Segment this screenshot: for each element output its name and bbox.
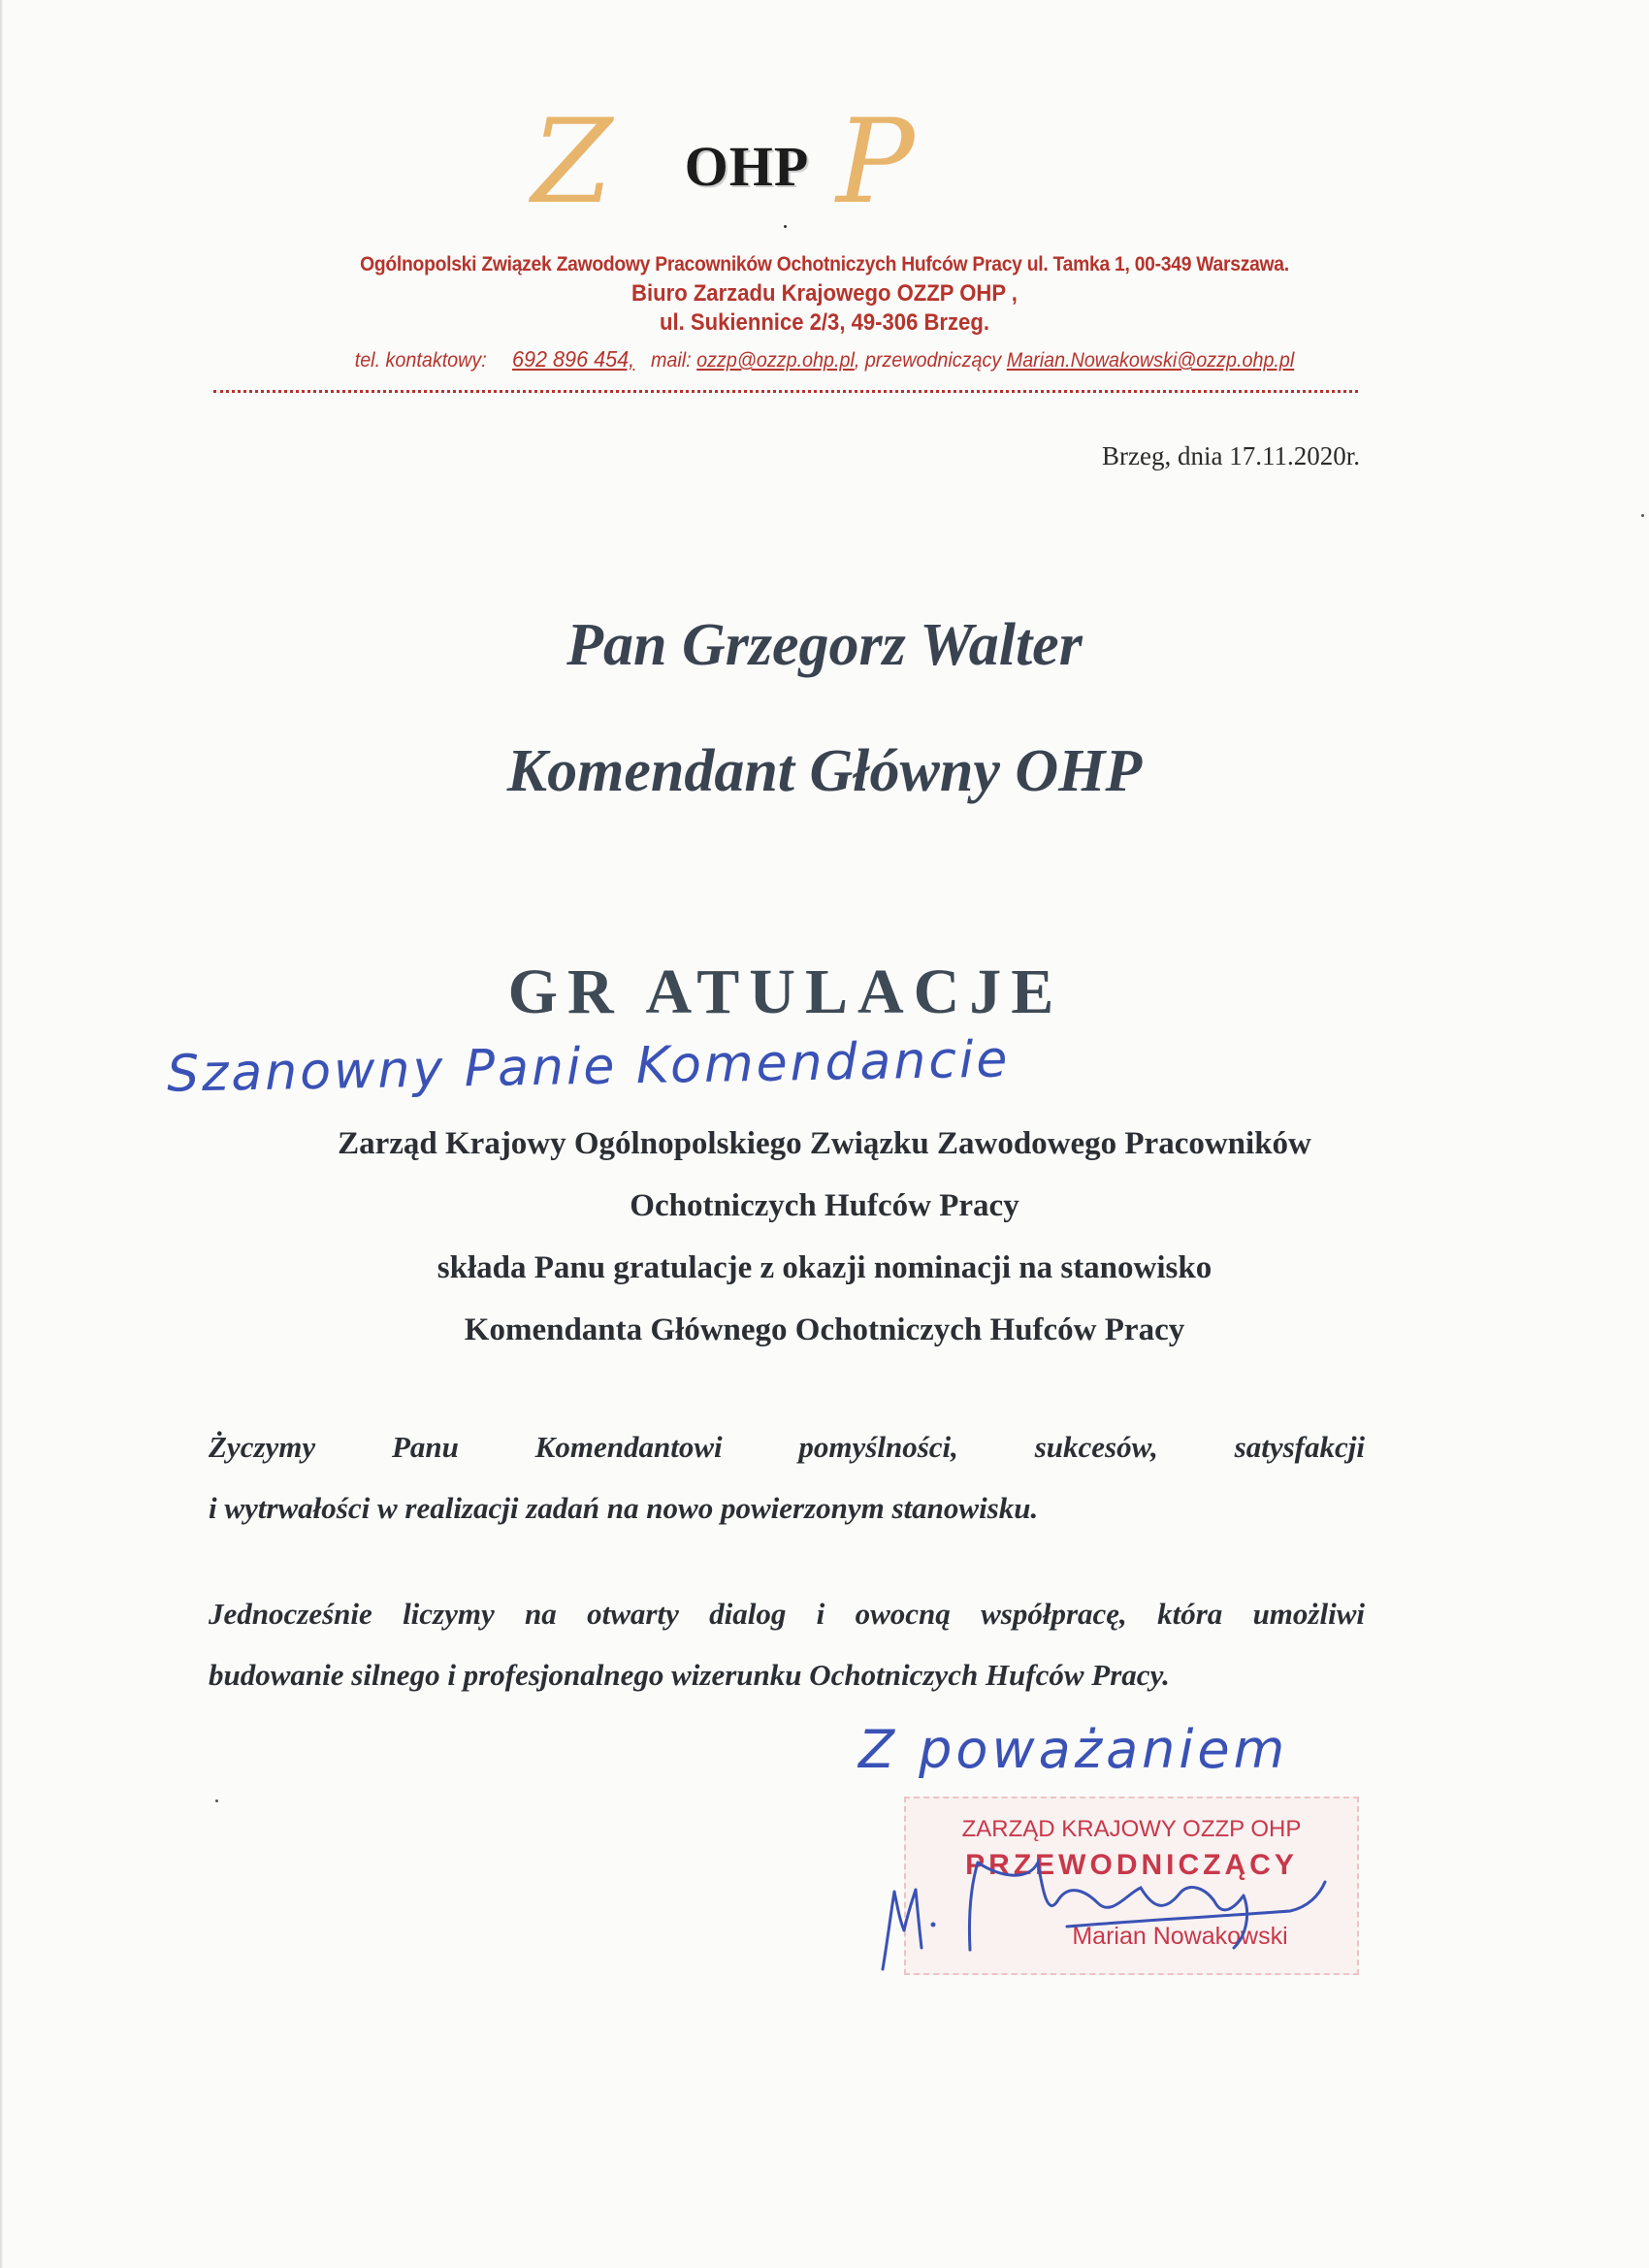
- contact-phone: 692 896 454,: [511, 346, 635, 372]
- scan-speck: [215, 1799, 218, 1802]
- body-line: Komendanta Głównego Ochotniczych Hufców Pracy: [464, 1312, 1185, 1347]
- logo-text: OHP: [684, 135, 810, 198]
- body-line: składa Panu gratulacje z okazji nominacji na stanowisko: [436, 1250, 1212, 1285]
- logo-script-letter-right: P: [836, 95, 915, 230]
- signature-strokes: [844, 1824, 1368, 1979]
- letterhead-address: ul. Sukiennice 2/3, 49-306 Brzeg.: [660, 309, 989, 336]
- addressee-title: Komendant Główny OHP: [506, 738, 1143, 804]
- handwritten-signature: [844, 1824, 1368, 1979]
- scan-speck: [1641, 514, 1644, 517]
- body-line: Ochotniczych Hufców Pracy: [630, 1188, 1019, 1223]
- letterhead-organization: Ogólnopolski Związek Zawodowy Pracowników Ochotniczych Hufców Pracy ul. Tamka 1, 00-349 Warszawa.: [360, 253, 1289, 275]
- cooperation-line: budowanie silnego i profesjonalnego wizerunku Ochotniczych Hufców Pracy.: [209, 1658, 1170, 1692]
- ohp-logo: [514, 95, 980, 230]
- wishes-line: i wytrwałości w realizacji zadań na nowo powierzonym stanowisku.: [209, 1491, 1039, 1525]
- wishes-line: Życzymy Panu Komendantowi pomyślności, sukcesów, satysfakcji: [209, 1430, 1365, 1464]
- mail-label: mail:: [650, 349, 692, 372]
- stamp-role: PRZEWODNICZĄCY: [965, 1849, 1298, 1881]
- handwritten-closing: Z poważaniem: [858, 1719, 1289, 1780]
- stamp-organization: ZARZĄD KRAJOWY OZZP OHP: [961, 1816, 1302, 1842]
- body-line: Zarząd Krajowy Ogólnopolskiego Związku Zawodowego Pracowników: [338, 1126, 1311, 1161]
- stamp-name: Marian Nowakowski: [1072, 1923, 1288, 1950]
- cooperation-paragraph: [209, 1583, 1365, 1705]
- letter-heading: GR ATULACJE: [507, 956, 1064, 1027]
- contact-label: tel. kontaktowy:: [354, 349, 487, 372]
- wishes-paragraph: [209, 1416, 1365, 1539]
- cooperation-line: Jednocześnie liczymy na otwarty dialog i owocną współpracę, która umożliwi: [209, 1597, 1365, 1631]
- letterhead: [194, 250, 1455, 338]
- decorative-dot: [784, 225, 787, 228]
- letterhead-office: Biuro Zarzadu Krajowego OZZP OHP ,: [631, 280, 1018, 307]
- handwritten-salutation: Szanowny Panie Komendancie: [166, 1030, 1011, 1104]
- letter-body: [194, 1113, 1455, 1361]
- letter-date: Brzeg, dnia 17.11.2020r.: [1102, 441, 1360, 470]
- logo-script-letter-left: Z: [532, 95, 613, 230]
- page-edge: [0, 0, 3, 2268]
- chair-label: , przewodniczący: [854, 349, 1002, 372]
- dotted-divider: [213, 390, 1358, 393]
- contact-email-link[interactable]: ozzp@ozzp.ohp.pl: [696, 349, 855, 372]
- addressee-name: Pan Grzegorz Walter: [566, 612, 1083, 678]
- letterhead-contact: [232, 346, 1417, 373]
- chair-email-link[interactable]: Marian.Nowakowski@ozzp.ohp.pl: [1006, 349, 1295, 372]
